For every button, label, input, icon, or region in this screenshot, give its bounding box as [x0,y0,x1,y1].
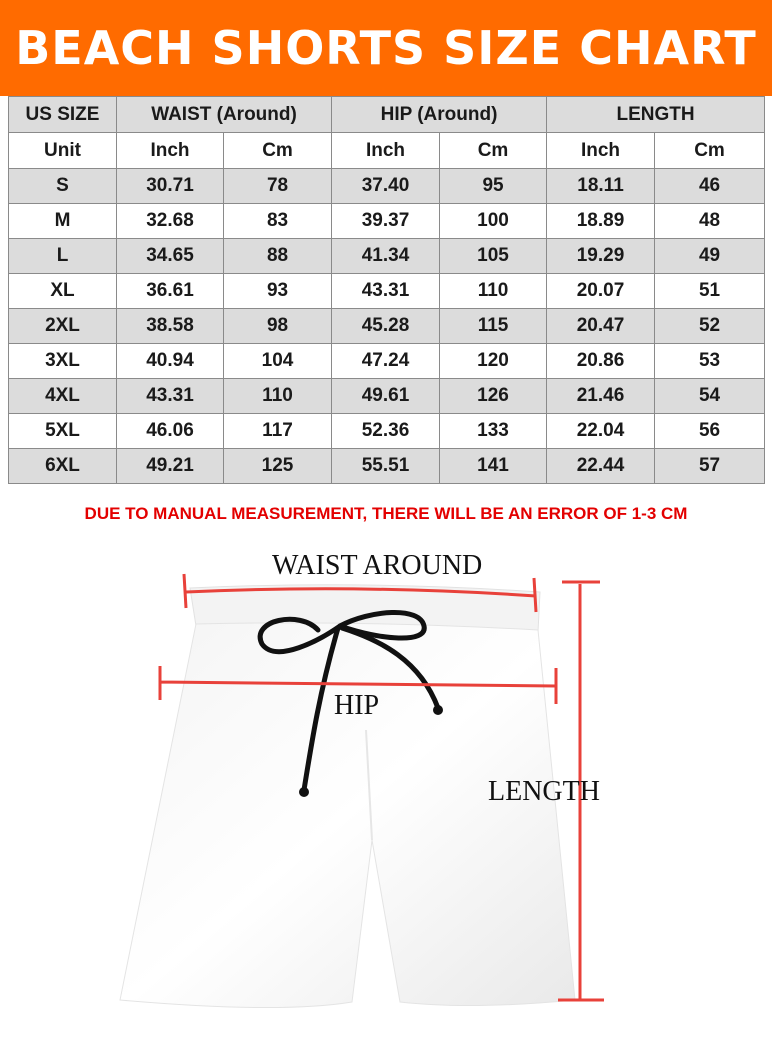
value-cell: 133 [440,414,547,449]
value-cell: 51 [655,274,765,309]
unit-cell: Cm [655,133,765,169]
value-cell: 39.37 [332,204,440,239]
value-cell: 19.29 [547,239,655,274]
measurement-note: DUE TO MANUAL MEASUREMENT, THERE WILL BE AN ERROR OF 1-3 CM [84,504,688,523]
value-cell: 53 [655,344,765,379]
header-cell: US SIZE [9,97,117,133]
table-row [9,414,765,449]
hip-label: HIP [334,690,380,721]
value-cell: 48 [655,204,765,239]
value-cell: 22.04 [547,414,655,449]
value-cell: 37.40 [332,169,440,204]
value-cell: 120 [440,344,547,379]
table-unit-row [9,133,765,169]
table-header-row [9,97,765,133]
value-cell: 34.65 [117,239,224,274]
unit-cell: Inch [332,133,440,169]
shorts-illustration [0,540,772,1048]
value-cell: 47.24 [332,344,440,379]
title-banner [0,0,772,96]
value-cell: 43.31 [117,379,224,414]
value-cell: 36.61 [117,274,224,309]
header-cell: LENGTH [547,97,765,133]
shorts-image [0,540,772,1048]
value-cell: 32.68 [117,204,224,239]
value-cell: 93 [224,274,332,309]
size-cell: XL [9,274,117,309]
value-cell: 55.51 [332,449,440,484]
size-cell: 4XL [9,379,117,414]
value-cell: 43.31 [332,274,440,309]
header-cell: WAIST (Around) [117,97,332,133]
value-cell: 46.06 [117,414,224,449]
table-row [9,344,765,379]
value-cell: 20.07 [547,274,655,309]
value-cell: 20.47 [547,309,655,344]
value-cell: 98 [224,309,332,344]
value-cell: 125 [224,449,332,484]
value-cell: 18.89 [547,204,655,239]
value-cell: 41.34 [332,239,440,274]
unit-cell: Inch [547,133,655,169]
size-cell: L [9,239,117,274]
table-row [9,379,765,414]
table-row [9,239,765,274]
value-cell: 21.46 [547,379,655,414]
value-cell: 49 [655,239,765,274]
value-cell: 95 [440,169,547,204]
value-cell: 52.36 [332,414,440,449]
unit-cell: Inch [117,133,224,169]
size-cell: 2XL [9,309,117,344]
header-cell: HIP (Around) [332,97,547,133]
table-row [9,204,765,239]
table-row [9,449,765,484]
value-cell: 88 [224,239,332,274]
page-title: BEACH SHORTS SIZE CHART [15,21,757,75]
waist-around-label: WAIST AROUND [272,550,483,581]
size-cell: 3XL [9,344,117,379]
size-cell: M [9,204,117,239]
value-cell: 117 [224,414,332,449]
value-cell: 83 [224,204,332,239]
value-cell: 40.94 [117,344,224,379]
value-cell: 115 [440,309,547,344]
value-cell: 110 [440,274,547,309]
size-cell: S [9,169,117,204]
value-cell: 56 [655,414,765,449]
value-cell: 110 [224,379,332,414]
value-cell: 52 [655,309,765,344]
value-cell: 126 [440,379,547,414]
table-row [9,309,765,344]
value-cell: 46 [655,169,765,204]
unit-cell: Cm [224,133,332,169]
length-label: LENGTH [488,776,600,807]
value-cell: 45.28 [332,309,440,344]
value-cell: 104 [224,344,332,379]
size-cell: 6XL [9,449,117,484]
table-row [9,274,765,309]
value-cell: 105 [440,239,547,274]
value-cell: 20.86 [547,344,655,379]
value-cell: 54 [655,379,765,414]
value-cell: 38.58 [117,309,224,344]
value-cell: 49.61 [332,379,440,414]
value-cell: 141 [440,449,547,484]
size-chart-table [8,96,765,484]
value-cell: 100 [440,204,547,239]
value-cell: 78 [224,169,332,204]
size-cell: 5XL [9,414,117,449]
value-cell: 22.44 [547,449,655,484]
value-cell: 18.11 [547,169,655,204]
unit-cell: Unit [9,133,117,169]
value-cell: 57 [655,449,765,484]
table-row [9,169,765,204]
unit-cell: Cm [440,133,547,169]
value-cell: 49.21 [117,449,224,484]
value-cell: 30.71 [117,169,224,204]
